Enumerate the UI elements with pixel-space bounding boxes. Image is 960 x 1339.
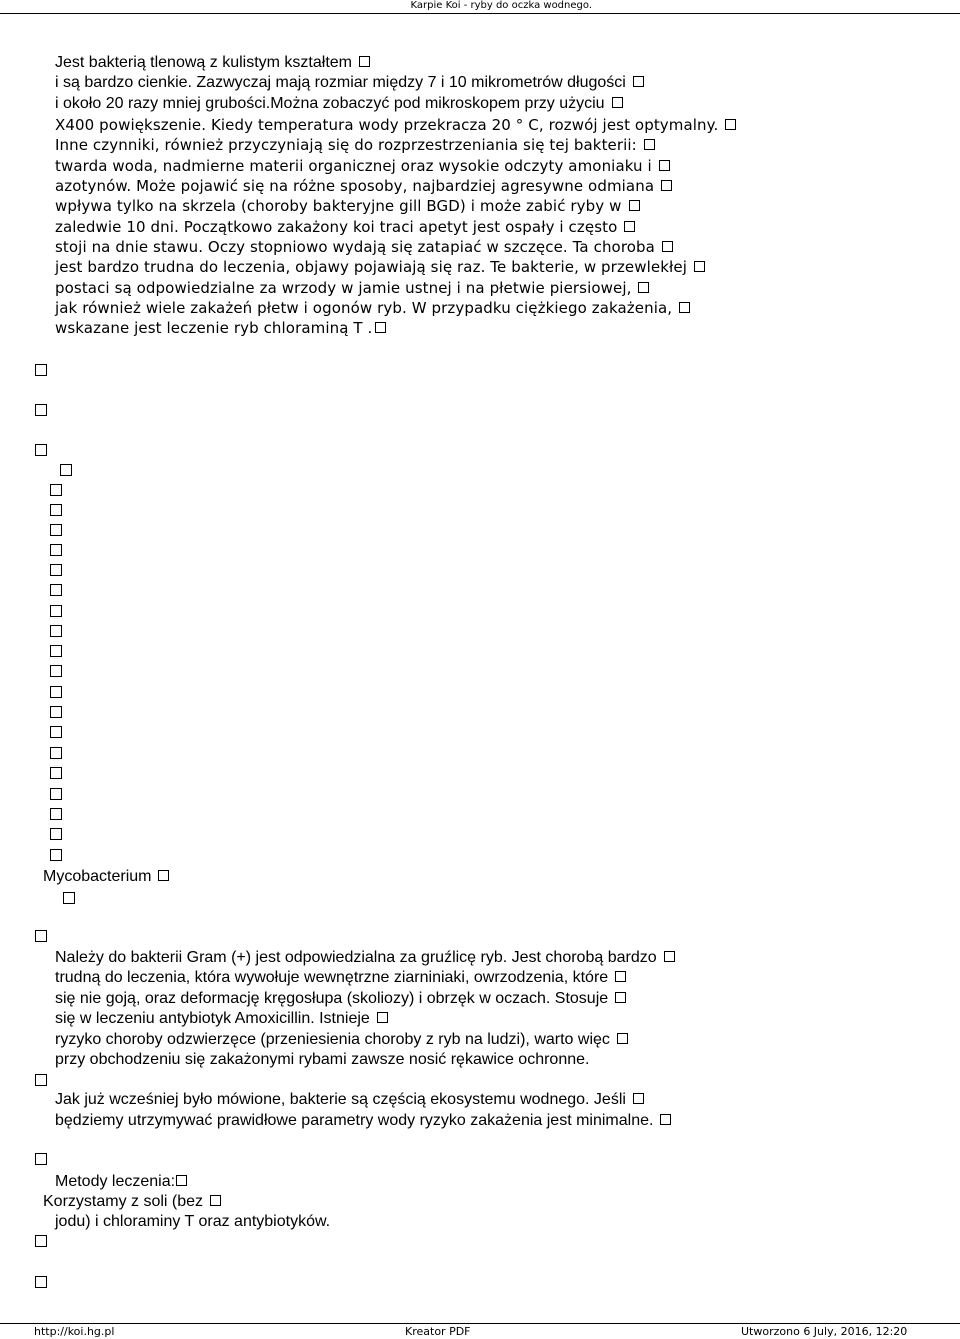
text-line: i są bardzo cienkie. Zazwyczaj mają rozmiar między 7 i 10 mikrometrów długości: [55, 73, 644, 93]
missing-glyph-icon: [664, 951, 675, 962]
text-line: ryzyko choroby odzwierzęce (przeniesienia choroby z ryb na ludzi), warto więc: [55, 1030, 628, 1050]
missing-glyph-icon: [694, 261, 705, 272]
text-line: będziemy utrzymywać prawidłowe parametry wody ryzyko zakażenia jest minimalne.: [55, 1111, 671, 1131]
missing-glyph-icon: [50, 645, 62, 657]
text-line: X400 powiększenie. Kiedy temperatura wody przekracza 20 ° C, rozwój jest optymalny.: [55, 115, 736, 135]
missing-glyph-icon: [644, 139, 655, 150]
missing-glyph-icon: [661, 180, 672, 191]
missing-glyph-icon: [617, 1033, 628, 1044]
missing-glyph-icon: [659, 160, 670, 171]
text-line: Jest bakterią tlenową z kulistym kształtem: [55, 53, 370, 73]
missing-glyph-icon: [158, 870, 169, 881]
missing-glyph-icon: [35, 1276, 47, 1288]
missing-glyph-icon: [633, 1093, 644, 1104]
missing-glyph-icon: [615, 971, 626, 982]
missing-glyph-icon: [176, 1175, 187, 1186]
missing-glyph-icon: [35, 364, 47, 376]
footer-url: http://koi.hg.pl: [34, 1325, 115, 1338]
text-line: się nie goją, oraz deformację kręgosłupa (skoliozy) i obrzęk w oczach. Stosuje: [55, 989, 626, 1009]
missing-glyph-icon: [35, 1074, 47, 1086]
missing-glyph-icon: [63, 892, 75, 904]
missing-glyph-icon: [679, 302, 690, 313]
missing-glyph-icon: [50, 625, 62, 637]
text-line: postaci są odpowiedzialne za wrzody w jamie ustnej i na płetwie piersiowej,: [55, 278, 649, 298]
missing-glyph-icon: [375, 322, 386, 333]
missing-glyph-icon: [660, 1114, 671, 1125]
missing-glyph-icon: [377, 1012, 388, 1023]
footer-generator: Kreator PDF: [405, 1325, 471, 1338]
missing-glyph-icon: [210, 1195, 221, 1206]
missing-glyph-icon: [50, 747, 62, 759]
missing-glyph-icon: [35, 1153, 47, 1165]
missing-glyph-icon: [662, 241, 673, 252]
missing-glyph-icon: [50, 788, 62, 800]
missing-glyph-icon: [50, 665, 62, 677]
missing-glyph-icon: [50, 504, 62, 516]
missing-glyph-icon: [624, 221, 635, 232]
missing-glyph-icon: [359, 56, 370, 67]
missing-glyph-icon: [35, 404, 47, 416]
missing-glyph-icon: [50, 564, 62, 576]
missing-glyph-icon: [35, 1235, 47, 1247]
section-heading: Metody leczenia:: [55, 1172, 187, 1192]
missing-glyph-icon: [50, 706, 62, 718]
page-header: [0, 0, 960, 14]
missing-glyph-icon: [50, 767, 62, 779]
missing-glyph-icon: [629, 200, 640, 211]
text-line: przy obchodzeniu się zakażonymi rybami zawsze nosić rękawice ochronne.: [55, 1051, 590, 1068]
missing-glyph-icon: [612, 97, 623, 108]
missing-glyph-icon: [633, 76, 644, 87]
missing-glyph-icon: [50, 544, 62, 556]
missing-glyph-icon: [50, 726, 62, 738]
missing-glyph-icon: [50, 584, 62, 596]
text-line: zaledwie 10 dni. Początkowo zakażony koi traci apetyt jest ospały i często: [55, 217, 635, 237]
section-heading: Mycobacterium: [43, 867, 169, 887]
header-title: Karpie Koi - ryby do oczka wodnego.: [410, 0, 592, 11]
missing-glyph-icon: [35, 930, 47, 942]
missing-glyph-icon: [638, 282, 649, 293]
text-line: wpływa tylko na skrzela (choroby bakteryjne gill BGD) i może zabić ryby w: [55, 196, 640, 216]
missing-glyph-icon: [50, 524, 62, 536]
missing-glyph-icon: [615, 992, 626, 1003]
missing-glyph-icon: [50, 605, 62, 617]
text-line: trudną do leczenia, która wywołuje wewnętrzne ziarniniaki, owrzodzenia, które: [55, 968, 626, 988]
text-line: stoji na dnie stawu. Oczy stopniowo wydają się zatapiać w szczęce. Ta choroba: [55, 237, 673, 257]
missing-glyph-icon: [725, 119, 736, 130]
page-footer: [0, 1323, 960, 1339]
text-line: jest bardzo trudna do leczenia, objawy pojawiają się raz. Te bakterie, w przewlekłej: [55, 257, 705, 277]
text-line: Korzystamy z soli (bez: [43, 1192, 221, 1212]
missing-glyph-icon: [50, 686, 62, 698]
text-line: Jak już wcześniej było mówione, bakterie są częścią ekosystemu wodnego. Jeśli: [55, 1090, 644, 1110]
footer-created: Utworzono 6 July, 2016, 12:20: [741, 1325, 908, 1338]
missing-glyph-icon: [50, 849, 62, 861]
text-line: jodu) i chloraminy T oraz antybiotyków.: [55, 1213, 331, 1230]
missing-glyph-icon: [50, 828, 62, 840]
text-line: twarda woda, nadmierne materii organicznej oraz wysokie odczyty amoniaku i: [55, 156, 670, 176]
text-line: azotynów. Może pojawić się na różne sposoby, najbardziej agresywne odmiana: [55, 176, 672, 196]
text-line: Należy do bakterii Gram (+) jest odpowiedzialna za gruźlicę ryb. Jest chorobą bardzo: [55, 948, 675, 968]
missing-glyph-icon: [60, 464, 72, 476]
missing-glyph-icon: [50, 808, 62, 820]
text-line: Inne czynniki, również przyczyniają się do rozprzestrzeniania się tej bakterii:: [55, 135, 655, 155]
missing-glyph-icon: [35, 444, 47, 456]
text-line: się w leczeniu antybiotyk Amoxicillin. Istnieje: [55, 1009, 388, 1029]
text-line: jak również wiele zakażeń płetw i ogonów ryb. W przypadku ciężkiego zakażenia,: [55, 298, 690, 318]
missing-glyph-icon: [50, 484, 62, 496]
text-line: i około 20 razy mniej grubości.Można zobaczyć pod mikroskopem przy użyciu: [55, 94, 623, 114]
text-line: wskazane jest leczenie ryb chloraminą T .: [55, 318, 386, 338]
